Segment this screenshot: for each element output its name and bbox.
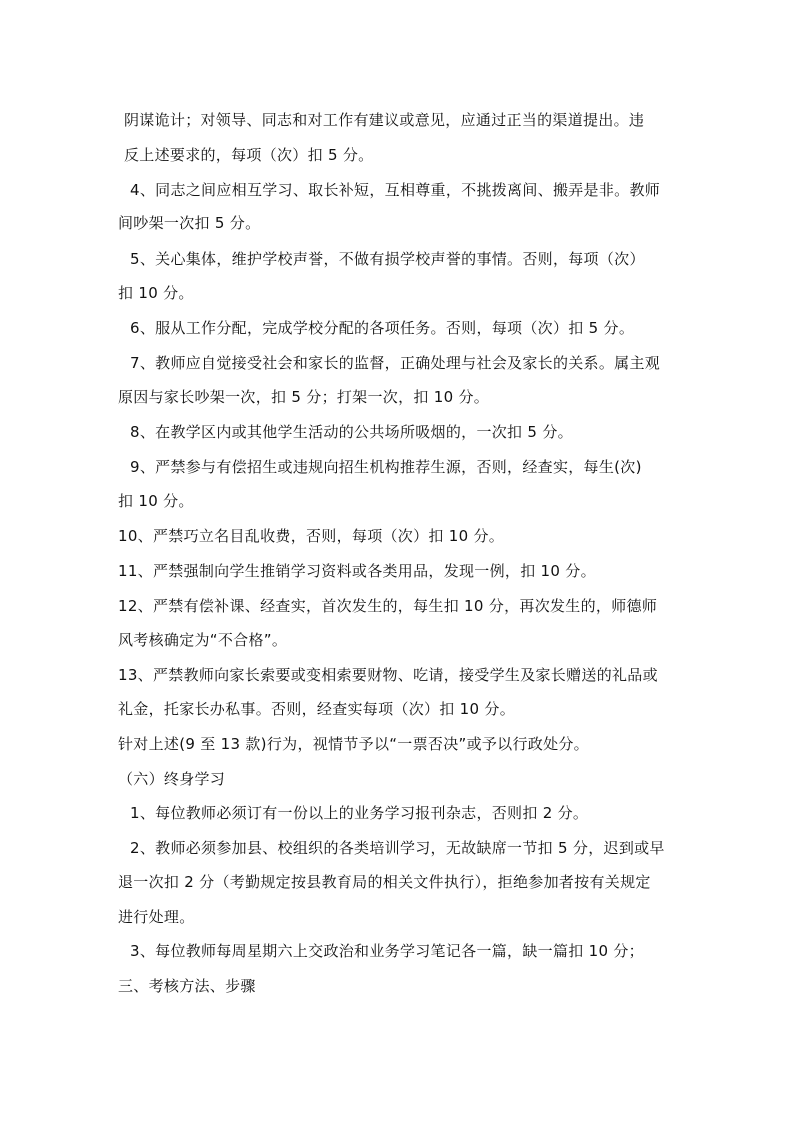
text-line: 退一次扣 2 分（考勤规定按县教育局的相关文件执行），拒绝参加者按有关规定 (118, 873, 651, 891)
text-line: 11、严禁强制向学生推销学习资料或各类用品，发现一例，扣 10 分。 (118, 562, 596, 580)
text-line: 6、服从工作分配，完成学校分配的各项任务。否则，每项（次）扣 5 分。 (130, 319, 635, 337)
text-line: 礼金，托家长办私事。否则，经查实每项（次）扣 10 分。 (118, 700, 516, 718)
text-line: 扣 10 分。 (118, 284, 194, 302)
text-line: 5、关心集体，维护学校声誉，不做有损学校声誉的事情。否则，每项（次） (130, 250, 645, 268)
text-line: 进行处理。 (118, 908, 195, 926)
section-heading: 三、考核方法、步骤 (118, 977, 256, 995)
text-line: 间吵架一次扣 5 分。 (118, 214, 261, 232)
text-line: 9、严禁参与有偿招生或违规向招生机构推荐生源，否则，经查实，每生(次) (130, 458, 642, 476)
text-line: 扣 10 分。 (118, 492, 194, 510)
text-line: 1、每位教师必须订有一份以上的业务学习报刊杂志，否则扣 2 分。 (130, 804, 589, 822)
text-line: 12、严禁有偿补课、经查实，首次发生的，每生扣 10 分，再次发生的，师德师 (118, 597, 658, 615)
text-line: 4、同志之间应相互学习、取长补短，互相尊重，不挑拨离间、搬弄是非。教师 (130, 181, 661, 199)
text-line: 10、严禁巧立名目乱收费，否则，每项（次）扣 10 分。 (118, 527, 505, 545)
text-line: 2、教师必须参加县、校组织的各类培训学习，无故缺席一节扣 5 分，迟到或早 (130, 839, 665, 857)
text-line: 反上述要求的，每项（次）扣 5 分。 (124, 146, 374, 164)
text-line: 3、每位教师每周星期六上交政治和业务学习笔记各一篇，缺一篇扣 10 分； (130, 942, 644, 960)
text-line: 13、严禁教师向家长索要或变相索要财物、吃请，接受学生及家长赠送的礼品或 (118, 666, 658, 684)
text-line: 风考核确定为“不合格”。 (118, 631, 288, 649)
text-line: 7、教师应自觉接受社会和家长的监督，正确处理与社会及家长的关系。属主观 (130, 354, 661, 372)
text-line: 针对上述(9 至 13 款)行为，视情节予以“一票否决”或予以行政处分。 (118, 735, 589, 753)
section-heading: （六）终身学习 (118, 770, 226, 788)
text-line: 8、在教学区内或其他学生活动的公共场所吸烟的，一次扣 5 分。 (130, 423, 573, 441)
text-line: 阴谋诡计；对领导、同志和对工作有建议或意见，应通过正当的渠道提出。违 (124, 111, 645, 129)
text-line: 原因与家长吵架一次，扣 5 分；打架一次，扣 10 分。 (118, 388, 490, 406)
